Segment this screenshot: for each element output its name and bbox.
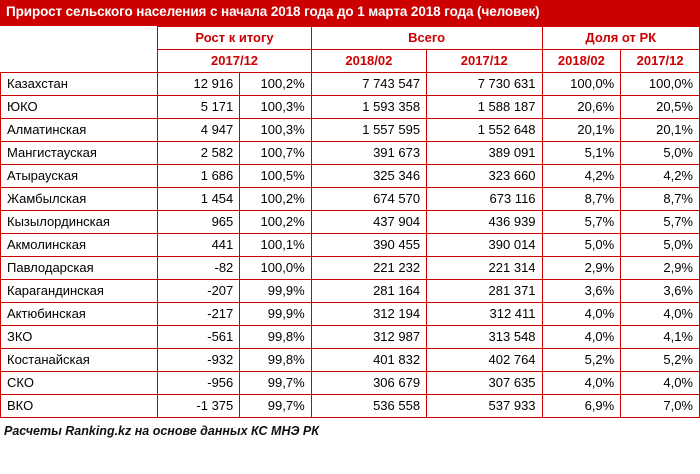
table-row: [1, 95, 700, 118]
cell-share-2018-02: 6,9%: [542, 394, 621, 417]
header-corner-blank: [1, 26, 158, 49]
table-body: [1, 72, 700, 417]
cell-total-2017-12: 673 116: [427, 187, 542, 210]
cell-share-2017-12: 20,1%: [621, 118, 700, 141]
cell-total-2017-12: 390 014: [427, 233, 542, 256]
table-row: [1, 233, 700, 256]
cell-region: Карагандинская: [1, 279, 158, 302]
table-row: [1, 348, 700, 371]
cell-growth: -207: [158, 279, 240, 302]
cell-total-2018-02: 401 832: [311, 348, 426, 371]
cell-total-2017-12: 389 091: [427, 141, 542, 164]
cell-share-2017-12: 100,0%: [621, 72, 700, 95]
cell-growth-pct: 100,5%: [240, 164, 311, 187]
cell-region: ВКО: [1, 394, 158, 417]
cell-growth: 1 454: [158, 187, 240, 210]
table-row: [1, 118, 700, 141]
header-group-total: Всего: [311, 26, 542, 49]
cell-growth-pct: 100,0%: [240, 256, 311, 279]
cell-total-2017-12: 402 764: [427, 348, 542, 371]
cell-total-2017-12: 313 548: [427, 325, 542, 348]
cell-share-2018-02: 2,9%: [542, 256, 621, 279]
cell-total-2017-12: 312 411: [427, 302, 542, 325]
cell-share-2017-12: 4,1%: [621, 325, 700, 348]
cell-region: Павлодарская: [1, 256, 158, 279]
population-table: [0, 26, 700, 418]
table-row: [1, 141, 700, 164]
cell-total-2018-02: 1 557 595: [311, 118, 426, 141]
cell-region: Мангистауская: [1, 141, 158, 164]
cell-share-2017-12: 3,6%: [621, 279, 700, 302]
header-sub-total-2017: 2017/12: [427, 49, 542, 72]
cell-growth-pct: 100,1%: [240, 233, 311, 256]
cell-share-2018-02: 5,0%: [542, 233, 621, 256]
cell-growth: 4 947: [158, 118, 240, 141]
cell-share-2018-02: 5,2%: [542, 348, 621, 371]
table-row: [1, 279, 700, 302]
cell-growth: 2 582: [158, 141, 240, 164]
header-sub-share-2018: 2018/02: [542, 49, 621, 72]
cell-total-2017-12: 1 552 648: [427, 118, 542, 141]
cell-share-2018-02: 20,1%: [542, 118, 621, 141]
cell-growth-pct: 100,2%: [240, 210, 311, 233]
cell-share-2018-02: 20,6%: [542, 95, 621, 118]
table-row: [1, 164, 700, 187]
cell-growth: 441: [158, 233, 240, 256]
header-sub-total-2018: 2018/02: [311, 49, 426, 72]
cell-growth-pct: 100,3%: [240, 118, 311, 141]
cell-growth-pct: 99,8%: [240, 348, 311, 371]
table-row: [1, 256, 700, 279]
table-row: [1, 187, 700, 210]
cell-share-2018-02: 4,0%: [542, 302, 621, 325]
cell-growth-pct: 99,7%: [240, 371, 311, 394]
cell-region: Актюбинская: [1, 302, 158, 325]
table-header-sub-row: [1, 49, 700, 72]
cell-share-2017-12: 5,2%: [621, 348, 700, 371]
cell-share-2018-02: 4,0%: [542, 325, 621, 348]
cell-share-2018-02: 5,7%: [542, 210, 621, 233]
cell-total-2018-02: 312 194: [311, 302, 426, 325]
table-row: [1, 371, 700, 394]
cell-region: ЮКО: [1, 95, 158, 118]
cell-region: Костанайская: [1, 348, 158, 371]
cell-growth: -956: [158, 371, 240, 394]
cell-total-2017-12: 221 314: [427, 256, 542, 279]
cell-total-2018-02: 281 164: [311, 279, 426, 302]
cell-share-2018-02: 8,7%: [542, 187, 621, 210]
cell-share-2017-12: 8,7%: [621, 187, 700, 210]
table-row: [1, 210, 700, 233]
cell-share-2017-12: 5,0%: [621, 141, 700, 164]
cell-total-2018-02: 536 558: [311, 394, 426, 417]
cell-growth-pct: 99,9%: [240, 302, 311, 325]
cell-total-2018-02: 312 987: [311, 325, 426, 348]
cell-total-2017-12: 537 933: [427, 394, 542, 417]
cell-growth: 5 171: [158, 95, 240, 118]
cell-share-2018-02: 3,6%: [542, 279, 621, 302]
cell-region: Казахстан: [1, 72, 158, 95]
cell-total-2018-02: 1 593 358: [311, 95, 426, 118]
page-title: Прирост сельского населения с начала 2018 года до 1 марта 2018 года (человек): [0, 0, 700, 26]
cell-total-2018-02: 325 346: [311, 164, 426, 187]
cell-region: Жамбылская: [1, 187, 158, 210]
header-region-blank: [1, 49, 158, 72]
cell-total-2017-12: 307 635: [427, 371, 542, 394]
table-row: [1, 302, 700, 325]
cell-share-2017-12: 2,9%: [621, 256, 700, 279]
header-group-growth: Рост к итогу: [158, 26, 311, 49]
cell-total-2018-02: 391 673: [311, 141, 426, 164]
cell-total-2017-12: 436 939: [427, 210, 542, 233]
cell-total-2018-02: 437 904: [311, 210, 426, 233]
cell-growth-pct: 99,8%: [240, 325, 311, 348]
cell-total-2017-12: 7 730 631: [427, 72, 542, 95]
cell-growth: -1 375: [158, 394, 240, 417]
cell-region: СКО: [1, 371, 158, 394]
table-header-group-row: [1, 26, 700, 49]
cell-share-2017-12: 5,7%: [621, 210, 700, 233]
cell-region: Атырауская: [1, 164, 158, 187]
cell-growth-pct: 100,2%: [240, 72, 311, 95]
header-sub-share-2017: 2017/12: [621, 49, 700, 72]
cell-region: Акмолинская: [1, 233, 158, 256]
cell-growth-pct: 99,7%: [240, 394, 311, 417]
cell-share-2018-02: 4,0%: [542, 371, 621, 394]
cell-growth: 12 916: [158, 72, 240, 95]
cell-growth-pct: 100,3%: [240, 95, 311, 118]
cell-share-2017-12: 4,2%: [621, 164, 700, 187]
cell-share-2017-12: 5,0%: [621, 233, 700, 256]
cell-growth-pct: 99,9%: [240, 279, 311, 302]
cell-total-2018-02: 7 743 547: [311, 72, 426, 95]
cell-share-2017-12: 20,5%: [621, 95, 700, 118]
cell-growth: 1 686: [158, 164, 240, 187]
cell-share-2018-02: 4,2%: [542, 164, 621, 187]
header-sub-growth-period: 2017/12: [158, 49, 311, 72]
cell-growth: -561: [158, 325, 240, 348]
cell-growth: -82: [158, 256, 240, 279]
cell-region: ЗКО: [1, 325, 158, 348]
table-head: [1, 26, 700, 72]
cell-share-2017-12: 4,0%: [621, 371, 700, 394]
cell-total-2017-12: 323 660: [427, 164, 542, 187]
cell-total-2017-12: 1 588 187: [427, 95, 542, 118]
cell-total-2018-02: 390 455: [311, 233, 426, 256]
cell-growth: -217: [158, 302, 240, 325]
cell-share-2018-02: 5,1%: [542, 141, 621, 164]
cell-growth: -932: [158, 348, 240, 371]
cell-share-2017-12: 4,0%: [621, 302, 700, 325]
cell-growth-pct: 100,2%: [240, 187, 311, 210]
table-row: [1, 394, 700, 417]
cell-share-2017-12: 7,0%: [621, 394, 700, 417]
cell-total-2018-02: 674 570: [311, 187, 426, 210]
cell-region: Кызылординская: [1, 210, 158, 233]
cell-region: Алматинская: [1, 118, 158, 141]
cell-total-2017-12: 281 371: [427, 279, 542, 302]
cell-share-2018-02: 100,0%: [542, 72, 621, 95]
cell-total-2018-02: 221 232: [311, 256, 426, 279]
header-group-share: Доля от РК: [542, 26, 699, 49]
table-row: [1, 72, 700, 95]
source-note: Расчеты Ranking.kz на основе данных КС МНЭ РК: [4, 423, 319, 438]
cell-growth: 965: [158, 210, 240, 233]
cell-growth-pct: 100,7%: [240, 141, 311, 164]
cell-total-2018-02: 306 679: [311, 371, 426, 394]
table-row: [1, 325, 700, 348]
